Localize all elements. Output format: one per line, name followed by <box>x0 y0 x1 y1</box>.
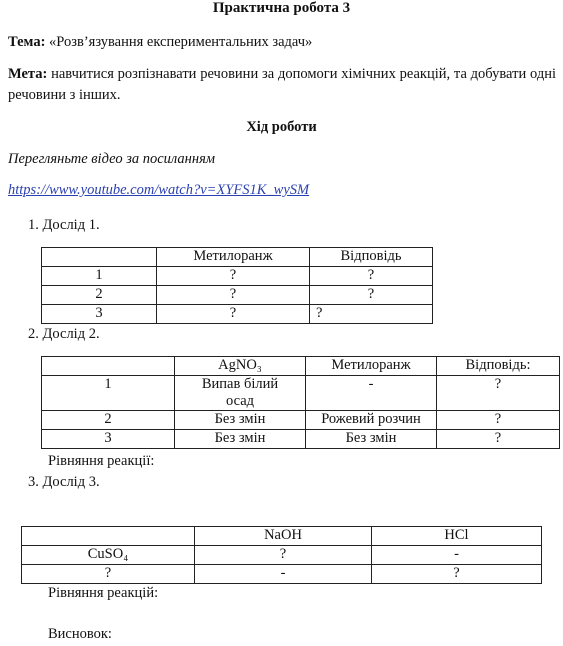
table-cell: Без змін <box>175 430 306 449</box>
experiment-1-label: 1. Дослід 1. <box>28 217 100 233</box>
table-header-row <box>42 357 560 376</box>
table-row <box>42 376 560 411</box>
page-title: Практична робота 3 <box>212 0 351 16</box>
theme-line <box>8 34 312 51</box>
table-cell: ? <box>437 411 560 430</box>
table-cell: - <box>372 546 542 565</box>
theme-text: «Розв’язування експериментальних задач» <box>45 34 313 50</box>
experiment-2-table <box>41 356 560 449</box>
table-cell: ? <box>157 305 310 324</box>
table-row <box>42 286 433 305</box>
conclusion-label: Висновок: <box>48 626 112 642</box>
cell-text: Випав білий осад <box>201 376 279 409</box>
experiment-1-table <box>41 247 433 324</box>
table-header-cell <box>42 357 175 376</box>
table-cell: ? <box>437 430 560 449</box>
progress-heading: Хід роботи <box>246 119 317 135</box>
experiment-3-equation-label: Рівняння реакцій: <box>48 585 159 601</box>
table-cell: - <box>306 376 437 411</box>
table-row <box>22 546 542 565</box>
table-cell: ? <box>157 286 310 305</box>
table-header-row <box>22 527 542 546</box>
table-cell: 1 <box>42 376 175 411</box>
experiment-2-equation-label: Рівняння реакції: <box>48 453 155 469</box>
table-cell: 2 <box>42 411 175 430</box>
watch-instruction: Перегляньте відео за посиланням <box>8 151 216 167</box>
goal-label: Мета: <box>8 66 48 82</box>
table-cell: ? <box>310 267 433 286</box>
table-cell: CuSO₄ <box>22 546 195 565</box>
table-row <box>42 305 433 324</box>
table-cell: ? <box>437 376 560 411</box>
table-cell: Рожевий розчин <box>306 411 437 430</box>
experiment-2-label: 2. Дослід 2. <box>28 326 100 342</box>
table-header-cell: Метилоранж <box>157 248 310 267</box>
table-cell: ? <box>310 305 433 324</box>
video-link[interactable]: https://www.youtube.com/watch?v=XYFS1K_wySM <box>8 182 310 198</box>
table-header-cell: Метилоранж <box>306 357 437 376</box>
table-cell: Без змін <box>306 430 437 449</box>
table-cell: 2 <box>42 286 157 305</box>
table-cell: Без змін <box>175 411 306 430</box>
table-header-cell: Відповідь: <box>437 357 560 376</box>
table-cell: ? <box>157 267 310 286</box>
table-cell: ? <box>195 546 372 565</box>
table-header-cell <box>22 527 195 546</box>
table-row <box>42 430 560 449</box>
table-row <box>22 565 542 584</box>
table-cell: ? <box>22 565 195 584</box>
table-header-cell: HCl <box>372 527 542 546</box>
table-cell <box>175 376 306 411</box>
table-header-cell <box>42 248 157 267</box>
table-row <box>42 411 560 430</box>
table-cell: 3 <box>42 430 175 449</box>
table-cell: 3 <box>42 305 157 324</box>
experiment-3-label: 3. Дослід 3. <box>28 474 100 490</box>
experiment-3-table <box>21 526 542 584</box>
table-header-cell: NaOH <box>195 527 372 546</box>
table-row <box>42 267 433 286</box>
table-header-cell: AgNO₃ <box>175 357 306 376</box>
table-cell: ? <box>372 565 542 584</box>
table-cell: 1 <box>42 267 157 286</box>
theme-label: Тема: <box>8 34 46 50</box>
table-header-row <box>42 248 433 267</box>
table-cell: - <box>195 565 372 584</box>
table-cell: ? <box>310 286 433 305</box>
goal-text: навчитися розпізнавати речовини за допомоги хімічних реакцій, та добувати одні речовини з інших. <box>8 66 556 103</box>
table-header-cell: Відповідь <box>310 248 433 267</box>
goal-paragraph <box>8 64 556 106</box>
